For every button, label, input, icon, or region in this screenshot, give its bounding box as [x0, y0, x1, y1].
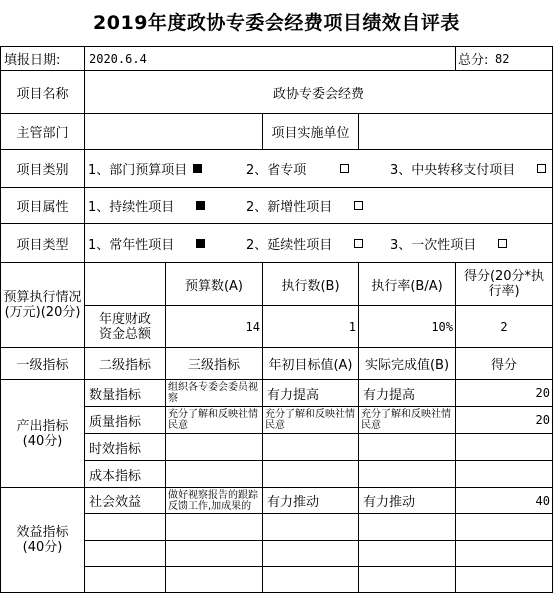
- unchecked-square-icon: [354, 201, 363, 210]
- impl-unit-label: 项目实施单位: [271, 126, 350, 141]
- budget-header-rate: 执行率(B/A): [371, 278, 443, 294]
- type-option-3[interactable]: [390, 224, 507, 262]
- type-option-2[interactable]: [246, 224, 363, 262]
- budget-section-label: 预算执行情况(万元)(20分): [3, 290, 82, 320]
- row-score-social: 40: [535, 493, 550, 508]
- property-option-label: 1、持续性项目: [88, 200, 175, 215]
- category-option-label: 2、省专项: [246, 163, 307, 178]
- category-label: 项目类别: [16, 163, 69, 178]
- row-l2-social: 社会效益: [89, 495, 142, 510]
- category-option-label: 1、部门预算项目: [88, 163, 188, 178]
- checked-square-icon: [193, 164, 202, 173]
- row-l3-quality: 充分了解和反映社情民意: [168, 409, 258, 431]
- row-l3-social: 做好视察报告的跟踪反馈工作,加成果的: [168, 490, 258, 512]
- row-actual-quantity: 有力提高: [363, 387, 416, 403]
- budget-header-executed: 执行数(B): [281, 278, 340, 294]
- row-l3-quantity: 组织各专委会委员视察: [168, 382, 258, 404]
- category-option-1[interactable]: [88, 150, 202, 187]
- indicator-header-actual: 实际完成值(B): [364, 358, 450, 373]
- output-indicator-label: 产出指标(40分): [16, 418, 69, 449]
- row-l2-quantity: 数量指标: [89, 387, 142, 403]
- type-option-label: 1、常年性项目: [88, 237, 175, 253]
- row-actual-social: 有力推动: [363, 495, 416, 510]
- budget-row-label: 年度财政资金总额: [98, 311, 151, 342]
- indicator-header-l2: 二级指标: [98, 358, 151, 373]
- property-option-1[interactable]: [88, 188, 205, 223]
- fill-date-label: 填报日期:: [4, 53, 61, 68]
- row-score-quality: 20: [535, 413, 550, 427]
- dept-label: 主管部门: [16, 126, 69, 141]
- budget-planned-value: 14: [245, 319, 260, 334]
- budget-rate-value: 10%: [431, 319, 453, 334]
- budget-header-planned: 预算数(A): [184, 278, 244, 294]
- row-target-quantity: 有力提高: [267, 387, 320, 403]
- type-option-label: 3、一次性项目: [390, 237, 477, 253]
- benefit-indicator-label: 效益指标(40分): [16, 525, 69, 555]
- checked-square-icon: [196, 239, 205, 248]
- budget-header-score: 得分(20分*执行率): [463, 269, 545, 299]
- row-score-quantity: 20: [535, 386, 550, 400]
- unchecked-square-icon: [340, 164, 349, 173]
- category-option-2[interactable]: [246, 150, 349, 187]
- page-title: 2019年度政协专委会经费项目绩效自评表: [93, 12, 460, 34]
- unchecked-square-icon: [498, 239, 507, 248]
- indicator-header-score: 得分: [490, 358, 517, 373]
- unchecked-square-icon: [354, 239, 363, 248]
- row-actual-quality: 充分了解和反映社情民意: [361, 409, 451, 431]
- row-target-quality: 充分了解和反映社情民意: [265, 409, 355, 431]
- budget-executed-value: 1: [348, 319, 356, 334]
- category-option-label: 3、中央转移支付项目: [390, 163, 516, 178]
- fill-date-value: 2020.6.4: [89, 51, 147, 66]
- total-score-value: 82: [495, 51, 510, 66]
- property-option-label: 2、新增性项目: [246, 200, 333, 215]
- row-target-social: 有力推动: [267, 495, 320, 510]
- category-option-3[interactable]: [390, 150, 546, 187]
- type-option-label: 2、延续性项目: [246, 237, 333, 253]
- type-option-1[interactable]: [88, 224, 205, 262]
- row-l2-timeliness: 时效指标: [89, 441, 142, 457]
- indicator-header-target: 年初目标值(A): [268, 358, 353, 373]
- budget-score-value: 2: [500, 319, 508, 334]
- property-label: 项目属性: [16, 200, 69, 215]
- indicator-header-l1: 一级指标: [16, 358, 69, 373]
- row-l2-quality: 质量指标: [89, 414, 142, 430]
- project-name-value: 政协专委会经费: [272, 86, 364, 102]
- unchecked-square-icon: [537, 164, 546, 173]
- type-label: 项目类型: [16, 237, 69, 253]
- row-l2-cost: 成本指标: [89, 468, 142, 484]
- total-score-label: 总分:: [458, 53, 489, 68]
- project-name-label: 项目名称: [16, 86, 69, 102]
- checked-square-icon: [196, 201, 205, 210]
- property-option-2[interactable]: [246, 188, 363, 223]
- indicator-header-l3: 三级指标: [187, 358, 240, 373]
